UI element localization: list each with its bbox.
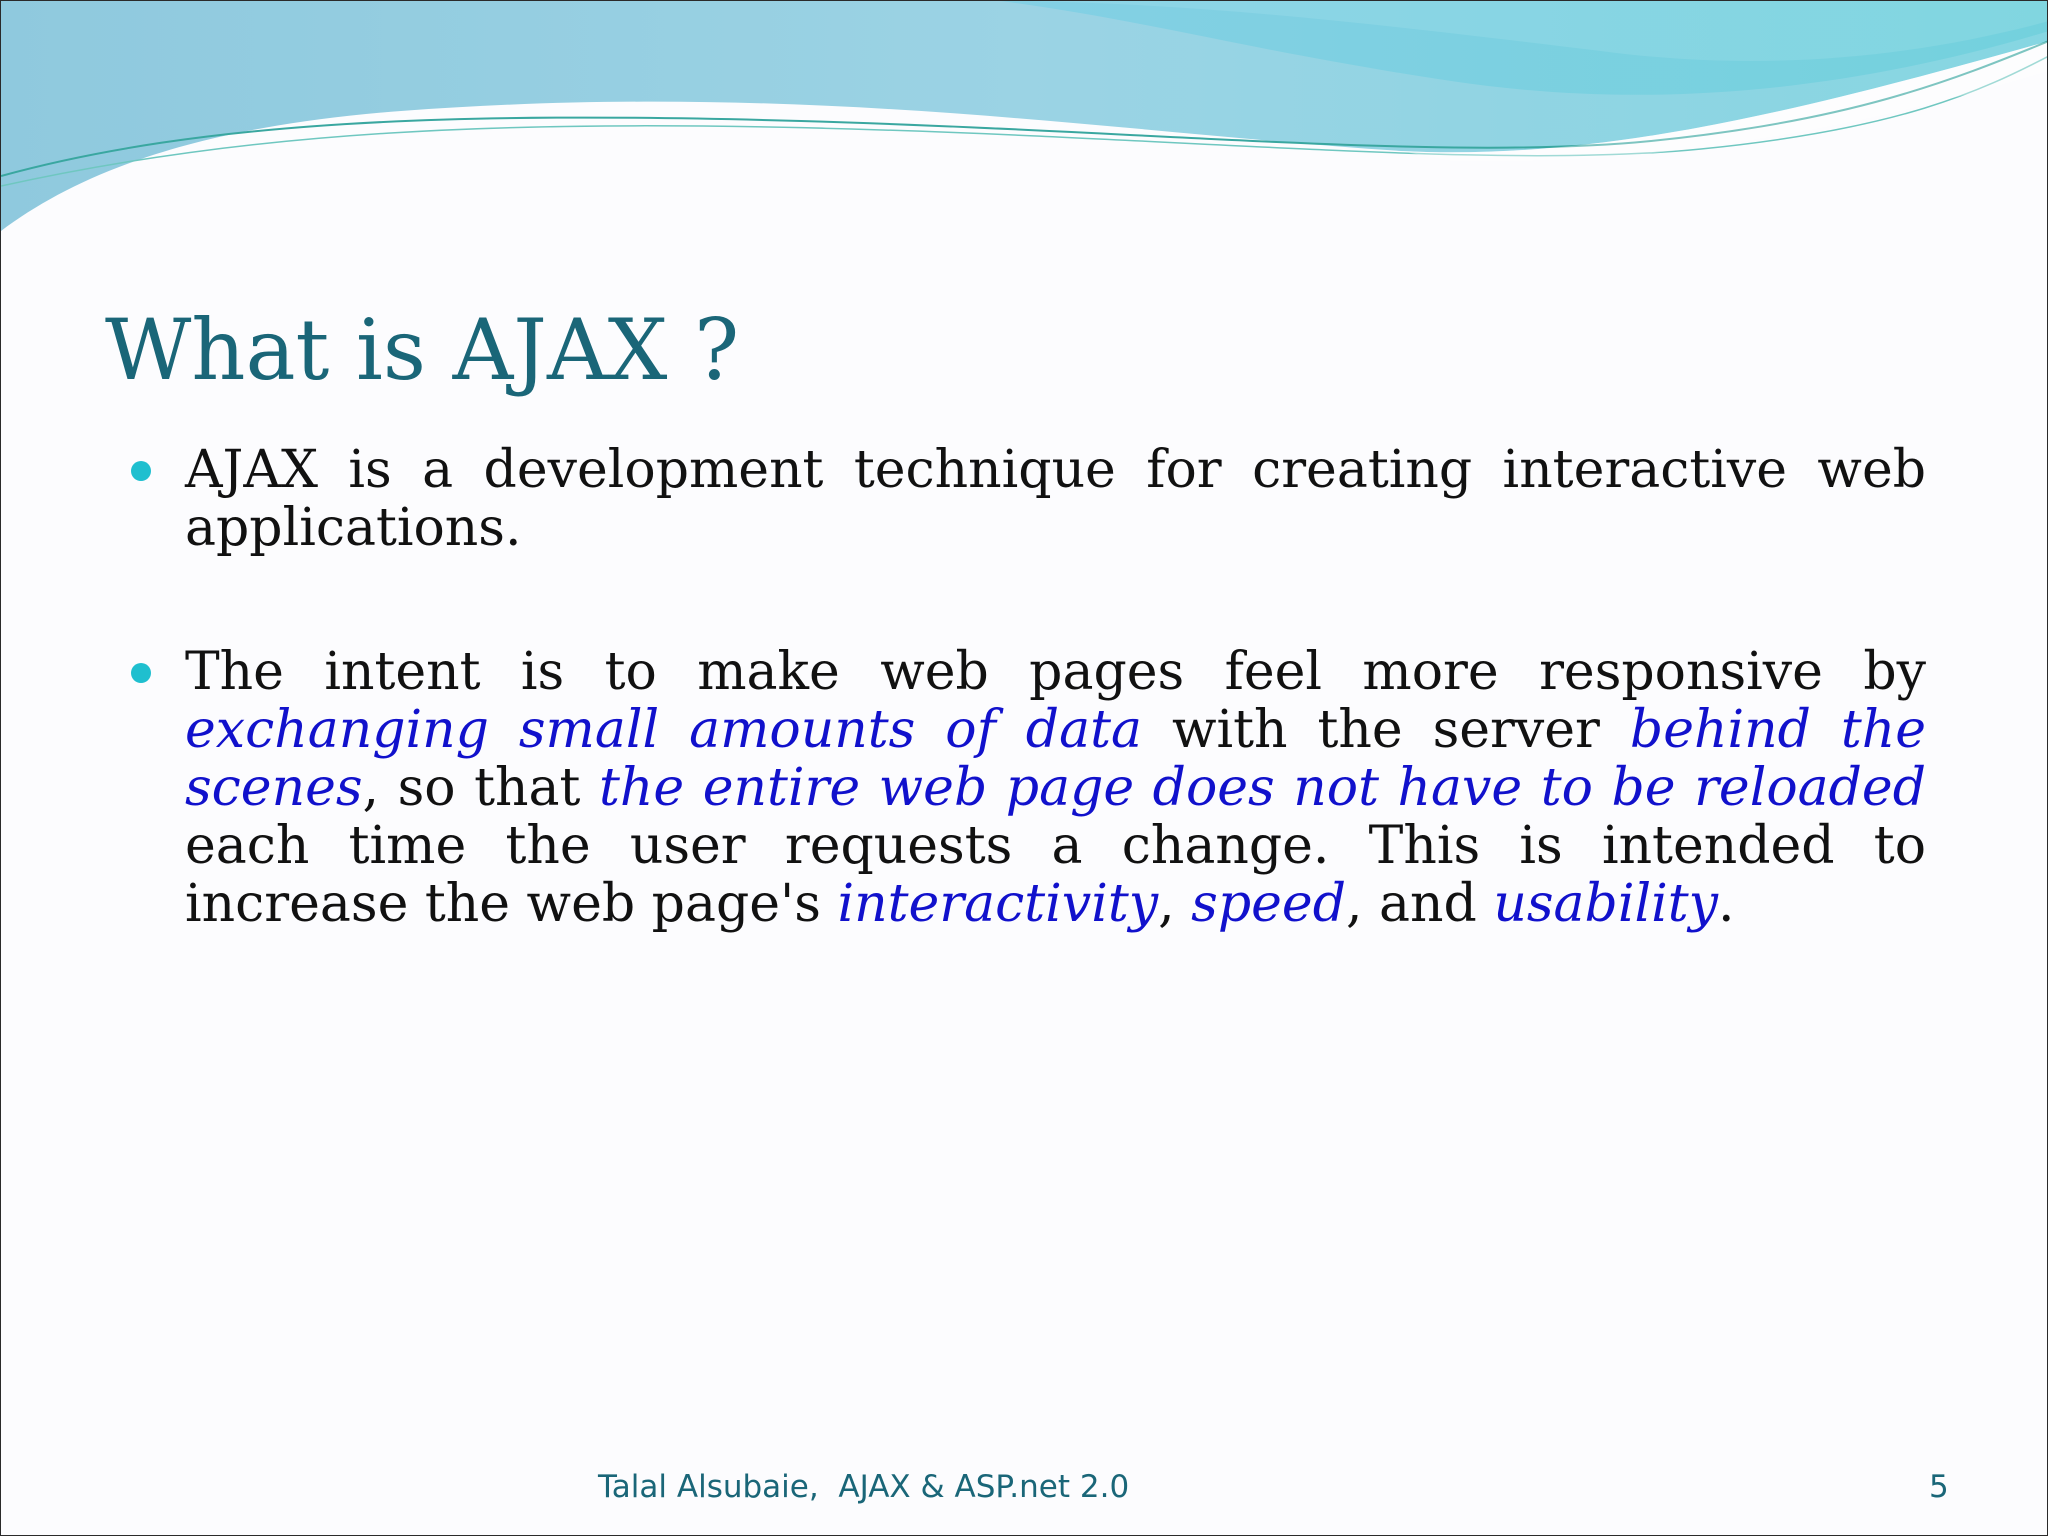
emphasized-text: interactivity (837, 874, 1159, 934)
header-wave-decoration (1, 1, 2048, 261)
text-segment: each time the user requests a change. This is intended to increase the web page's (185, 816, 1926, 934)
emphasized-text: usability (1493, 874, 1718, 934)
bullet-item (131, 643, 1926, 933)
bullet-list (131, 441, 1926, 933)
text-segment: , so that (362, 758, 599, 818)
bullet-text: AJAX is a development technique for creating interactive web applications. (185, 440, 1926, 558)
emphasized-text: the entire web page does not have to be reloaded (598, 758, 1926, 818)
emphasized-text: behind the scenes (185, 700, 1926, 818)
text-segment: The intent is to make web pages feel more responsive by (185, 642, 1926, 702)
emphasized-text: speed (1191, 874, 1346, 934)
slide-title: What is AJAX ? (105, 301, 740, 399)
text-segment: with the server (1141, 700, 1630, 760)
bullet-text (185, 642, 1926, 934)
text-segment: , and (1345, 874, 1494, 934)
bullet-item (131, 441, 1926, 557)
bullet-dot-icon (131, 663, 151, 683)
emphasized-text: exchanging small amounts of data (185, 700, 1142, 760)
text-segment: . (1718, 874, 1735, 934)
slide-footer: Talal Alsubaie, AJAX & ASP.net 2.0 (598, 1469, 1130, 1505)
text-segment: , (1158, 874, 1192, 934)
bullet-dot-icon (131, 461, 151, 481)
page-number: 5 (1929, 1469, 1949, 1505)
